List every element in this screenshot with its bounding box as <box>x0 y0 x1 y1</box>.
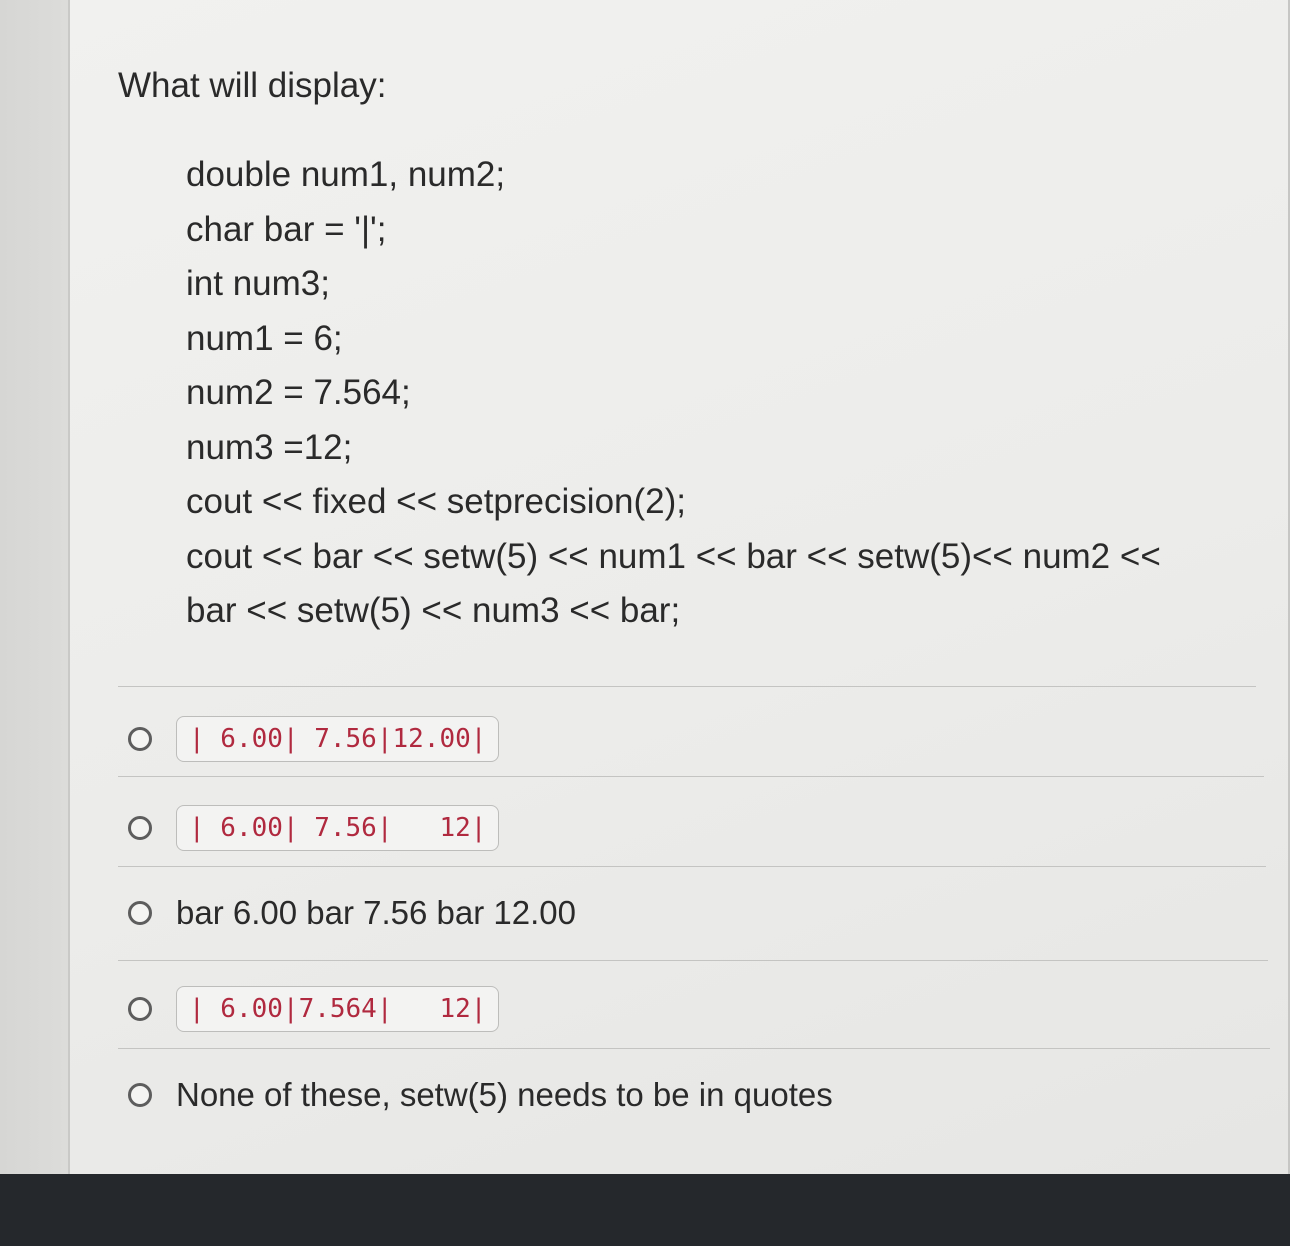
divider <box>118 960 1268 961</box>
code-line: num3 =12; <box>186 427 353 467</box>
code-line: bar << setw(5) << num3 << bar; <box>186 591 681 630</box>
answer-option-3[interactable] <box>128 894 576 932</box>
radio-button[interactable] <box>128 997 152 1021</box>
answer-option-text[interactable]: bar 6.00 bar 7.56 bar 12.00 <box>176 894 576 931</box>
divider <box>118 776 1264 777</box>
code-line: cout << fixed << setprecision(2); <box>186 482 686 521</box>
code-line: cout << bar << setw(5) << num1 << bar << setw(5)<< num2 << <box>186 536 1161 576</box>
question-code-block <box>186 148 1246 639</box>
divider <box>118 1048 1270 1049</box>
answer-option-code[interactable]: | 6.00| 7.56| 12| <box>176 805 499 851</box>
code-line: char bar = '|'; <box>186 209 387 249</box>
radio-button[interactable] <box>128 727 152 751</box>
answer-option-2[interactable] <box>128 805 499 851</box>
answer-option-code[interactable]: | 6.00| 7.56|12.00| <box>176 716 499 762</box>
code-line: double num1, num2; <box>186 155 506 194</box>
answer-option-1[interactable] <box>128 716 499 762</box>
answer-option-5[interactable] <box>128 1076 833 1114</box>
divider <box>118 686 1256 687</box>
answer-option-code[interactable]: | 6.00|7.564| 12| <box>176 986 499 1032</box>
question-title: What will display: <box>118 66 387 105</box>
radio-button[interactable] <box>128 1083 152 1107</box>
radio-button[interactable] <box>128 901 152 925</box>
radio-button[interactable] <box>128 816 152 840</box>
code-line: num2 = 7.564; <box>186 373 411 412</box>
left-margin <box>0 0 68 1176</box>
answer-option-4[interactable] <box>128 986 499 1032</box>
divider <box>118 866 1266 867</box>
bottom-dark-bar <box>0 1174 1290 1246</box>
code-line: int num3; <box>186 264 330 303</box>
answer-option-text[interactable]: None of these, setw(5) needs to be in quotes <box>176 1076 833 1113</box>
code-line: num1 = 6; <box>186 318 343 358</box>
